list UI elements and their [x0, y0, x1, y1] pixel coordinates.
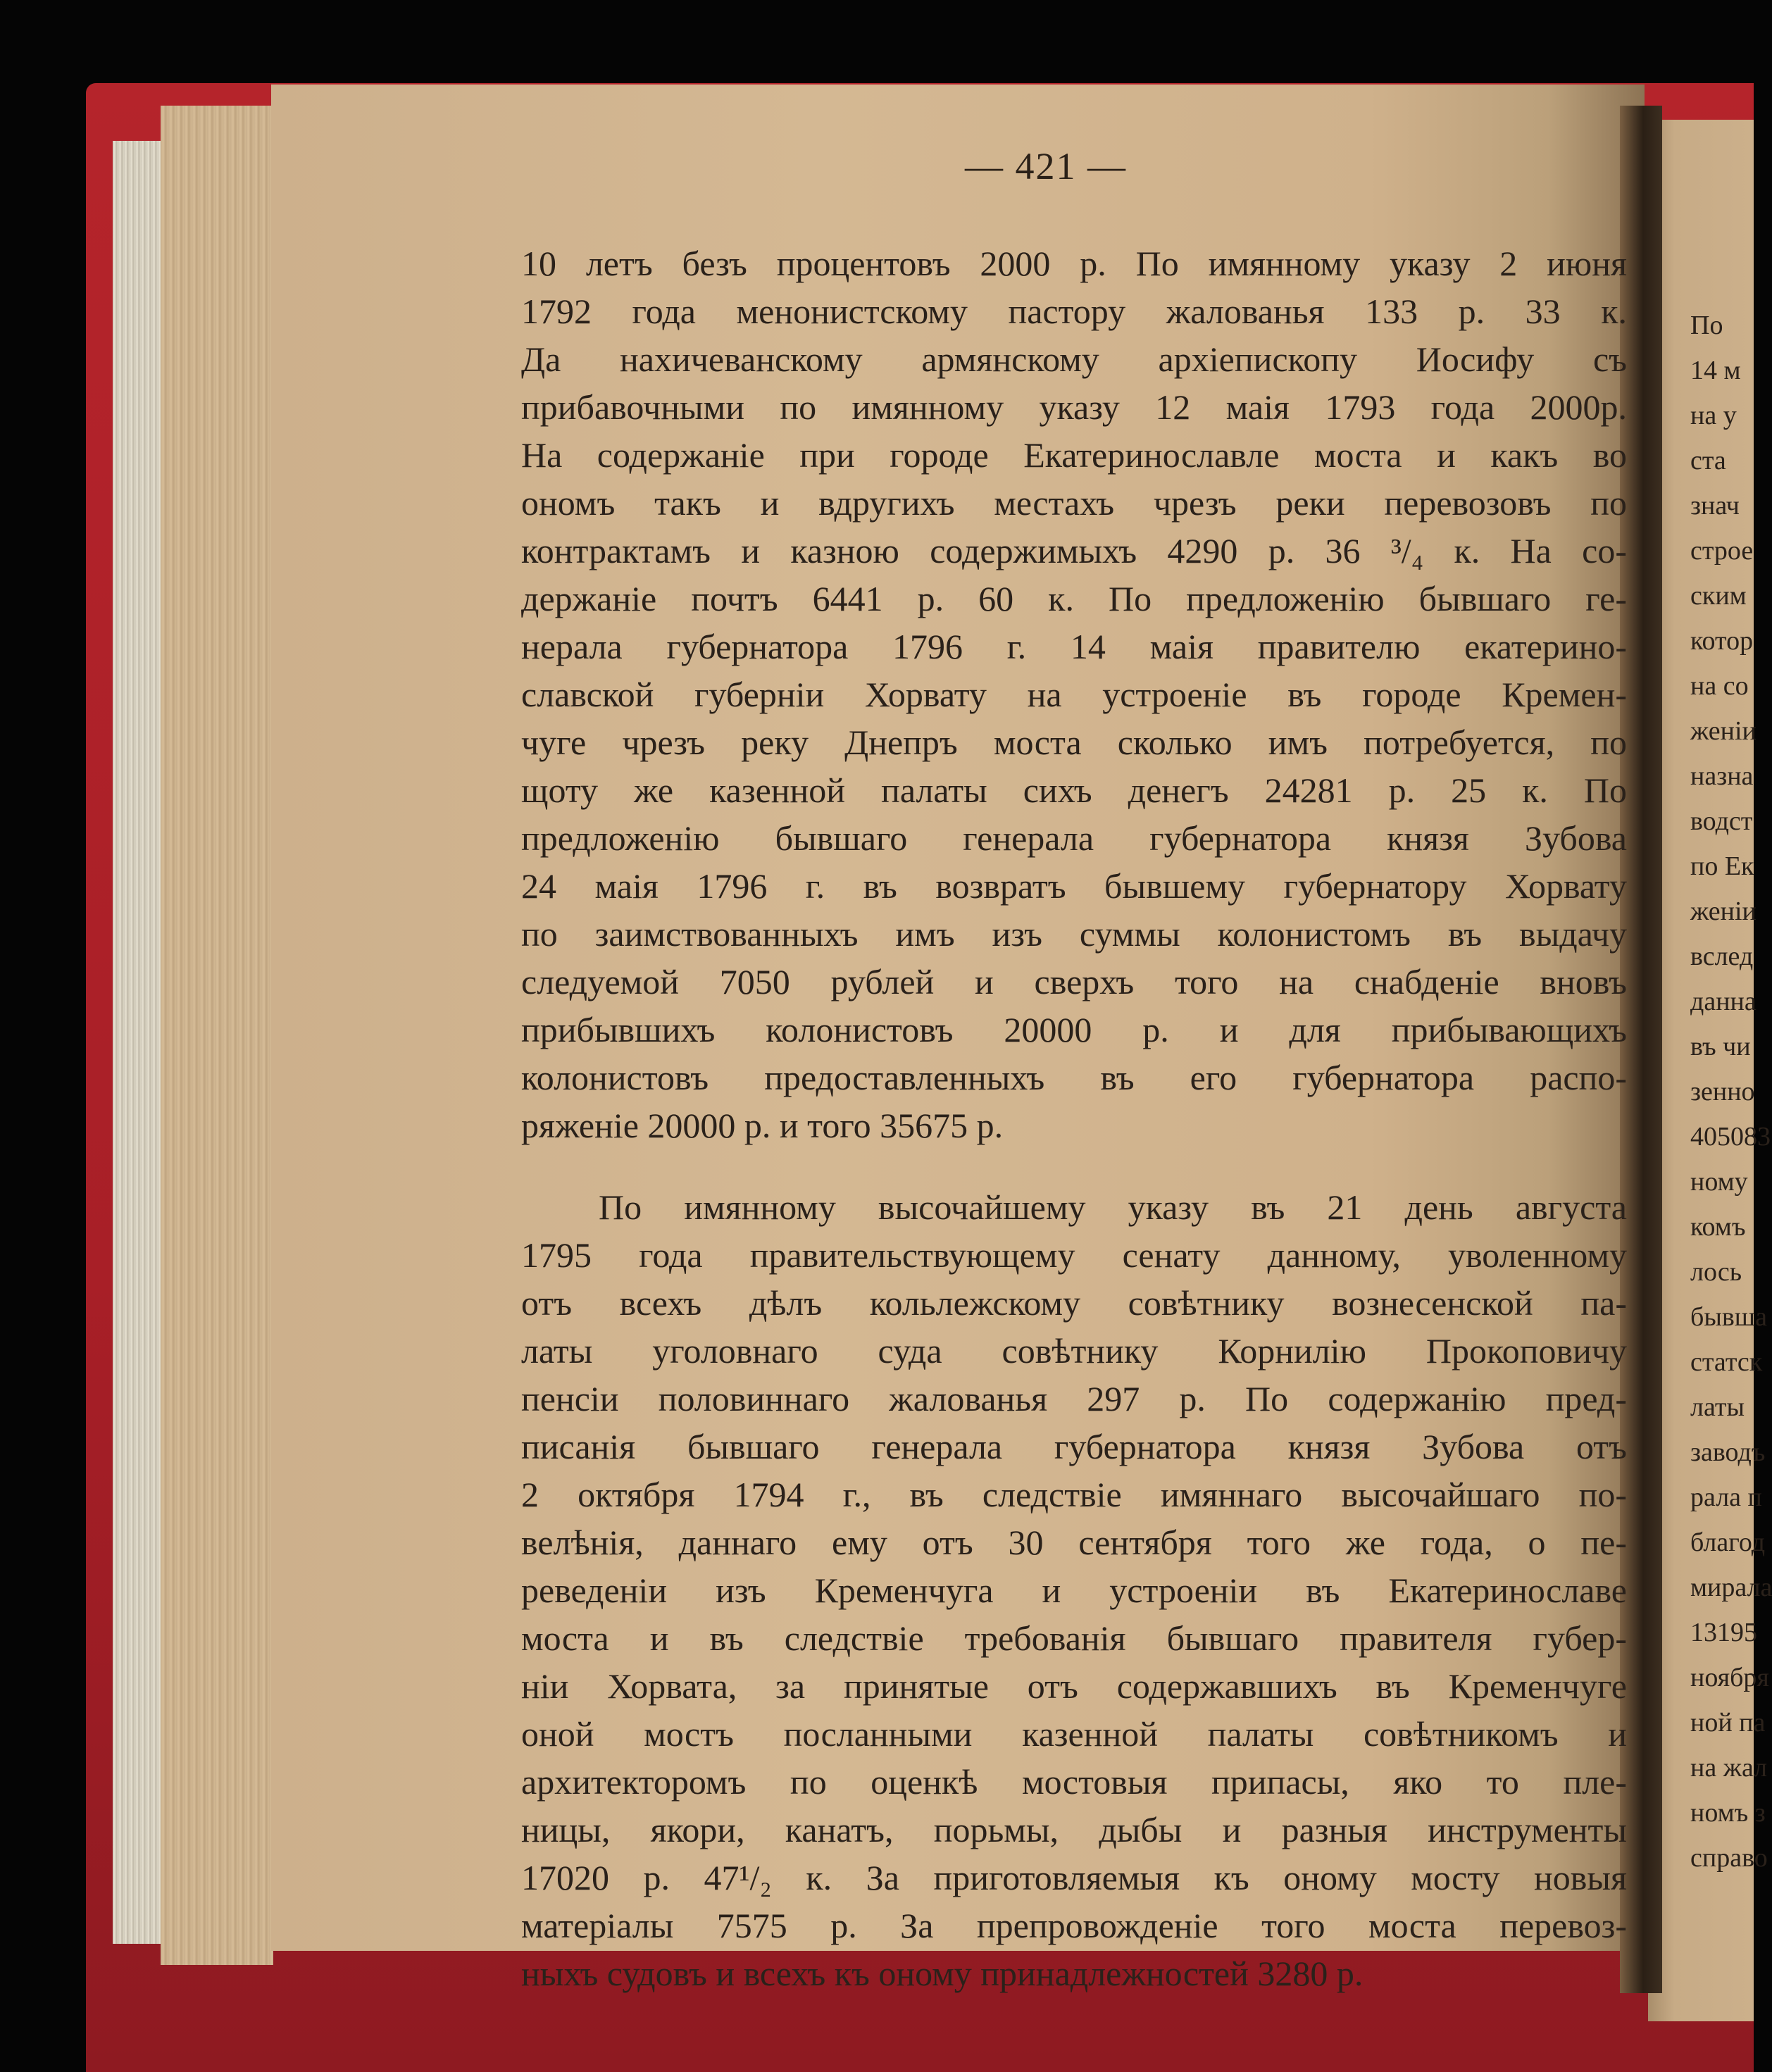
right-page-line: строе — [1690, 536, 1754, 566]
text-line: Да нахичеванскому армянскому архіепископу Иосифу съ — [521, 339, 1627, 379]
text-line: контрактамъ и казною содержимыхъ 4290 р. 36 ³/₄ к. На со- — [521, 531, 1627, 570]
right-page-line: бывша — [1690, 1302, 1767, 1332]
text-line: колонистовъ предоставленныхъ въ его губернатора распо- — [521, 1058, 1627, 1097]
right-page-line: 13195 — [1690, 1618, 1757, 1647]
right-page-line: 14 м — [1690, 356, 1741, 385]
text-line: следуемой 7050 рублей и сверхъ того на снабденіе вновъ — [521, 962, 1627, 1001]
text-line: чуге чрезъ реку Днепръ моста сколько имъ потребуется, по — [521, 723, 1627, 762]
text-line: ономъ такъ и вдругихъ местахъ чрезъ реки перевозовъ по — [521, 483, 1627, 523]
right-page-line: 405083 — [1690, 1122, 1771, 1152]
right-page-line: ноября — [1690, 1663, 1769, 1692]
right-page-line: въ чи — [1690, 1032, 1751, 1061]
text-line: На содержаніе при городе Екатеринославле моста и какъ во — [521, 435, 1627, 475]
page-edges — [113, 141, 162, 1944]
right-page-line: зенно — [1690, 1077, 1755, 1106]
text-line: ніи Хорвата, за принятые отъ содержавшихъ въ Кременчуге — [521, 1666, 1627, 1706]
text-line: славской губерніи Хорвату на устроеніе въ городе Кремен- — [521, 675, 1627, 714]
text-line: латы уголовнаго суда совѣтнику Корнилію Прокоповичу — [521, 1331, 1627, 1371]
right-page-line: мирала — [1690, 1573, 1772, 1602]
text-line: нерала губернатора 1796 г. 14 маія правителю екатерино- — [521, 627, 1627, 666]
text-line: предложенію бывшаго генерала губернатора князя Зубова — [521, 818, 1627, 858]
text-line: 1795 года правительствующему сенату данному, уволенному — [521, 1235, 1627, 1275]
text-line: по заимствованныхъ имъ изъ суммы колонистомъ въ выдачу — [521, 914, 1627, 954]
text-line: 10 летъ безъ процентовъ 2000 р. По имянному указу 2 июня — [521, 244, 1627, 283]
text-line: велѣнія, даннаго ему отъ 30 сентября того же года, о пе- — [521, 1523, 1627, 1562]
page-stack — [161, 106, 273, 1965]
right-page-line: ским — [1690, 581, 1747, 611]
right-page-line: комъ — [1690, 1212, 1746, 1242]
text-line: 1792 года менонистскому пастору жалованья 133 р. 33 к. — [521, 292, 1627, 331]
right-page-line: лось — [1690, 1257, 1742, 1287]
right-page-line: ному — [1690, 1167, 1748, 1197]
right-page-line: котор — [1690, 626, 1754, 656]
right-page-line: благод — [1690, 1528, 1766, 1557]
right-page-line: номъ з — [1690, 1798, 1766, 1828]
right-page-line: на у — [1690, 401, 1737, 430]
text-line: щоту же казенной палаты сихъ денегъ 24281 р. 25 к. По — [521, 770, 1627, 810]
text-line: ныхъ судовъ и всехъ къ оному принадлежностей 3280 р. — [521, 1954, 1364, 1993]
paragraph — [521, 239, 1627, 1149]
paragraph — [521, 1183, 1627, 1997]
right-page-line: ста — [1690, 446, 1726, 475]
text-line: 24 маія 1796 г. въ возвратъ бывшему губернатору Хорвату — [521, 866, 1627, 906]
text-line: прибавочными по имянному указу 12 маія 1793 года 2000р. — [521, 387, 1627, 427]
text-line: архитекторомъ по оценкѣ мостовыя припасы, яко то пле- — [521, 1762, 1627, 1802]
text-line: 2 октября 1794 г., въ следствіе имяннаго высочайшаго по- — [521, 1475, 1627, 1514]
right-page-text — [1690, 303, 1772, 1880]
right-page-line: знач — [1690, 491, 1740, 520]
right-page-line: латы — [1690, 1392, 1745, 1422]
text-line: ницы, якори, канатъ, порьмы, дыбы и разныя инструменты — [521, 1810, 1627, 1849]
right-page-line: по Ек — [1690, 851, 1754, 881]
right-page-line: ной па — [1690, 1708, 1766, 1737]
right-page-line: водст — [1690, 806, 1753, 836]
right-page-line: вслед — [1690, 942, 1754, 971]
text-line: моста и въ следствіе требованія бывшаго правителя губер- — [521, 1618, 1627, 1658]
right-page-line: женіи — [1690, 897, 1757, 926]
right-page-line: статск — [1690, 1347, 1763, 1377]
right-page-line: заводъ — [1690, 1437, 1766, 1467]
text-line: 17020 р. 47¹/₂ к. За приготовляемыя къ оному мосту новыя — [521, 1858, 1627, 1897]
paragraph-gap — [521, 1149, 1627, 1183]
text-line: держаніе почтъ 6441 р. 60 к. По предложенію бывшаго ге- — [521, 579, 1627, 618]
text-line: писанія бывшаго генерала губернатора князя Зубова отъ — [521, 1427, 1627, 1466]
right-page-line: справо — [1690, 1843, 1768, 1873]
text-line: прибывшихъ колонистовъ 20000 р. и для прибывающихъ — [521, 1010, 1627, 1049]
right-page-line: рала п — [1690, 1483, 1762, 1512]
right-page-line: женіи — [1690, 716, 1757, 746]
text-line: оной мостъ посланными казенной палаты совѣтникомъ и — [521, 1714, 1627, 1754]
right-page-line: данна — [1690, 987, 1757, 1016]
page-body-text — [521, 239, 1627, 1997]
page-number: — 421 — — [965, 145, 1127, 187]
text-line: По имянному высочайшему указу въ 21 день августа — [599, 1187, 1627, 1227]
text-line: пенсіи половиннаго жалованья 297 р. По содержанію пред- — [521, 1379, 1627, 1418]
right-page-line: По — [1690, 311, 1723, 340]
text-line: ряженіе 20000 р. и того 35675 р. — [521, 1106, 1004, 1145]
right-page-line: назна — [1690, 761, 1754, 791]
text-line: отъ всехъ дѣлъ кольлежскому совѣтнику вознесенской па- — [521, 1283, 1627, 1323]
text-line: матеріалы 7575 р. За препровожденіе того моста перевоз- — [521, 1906, 1627, 1945]
text-line: реведеніи изъ Кременчуга и устроеніи въ Екатеринославе — [521, 1571, 1627, 1610]
right-page-line: на со — [1690, 671, 1749, 701]
right-page-line: на жал — [1690, 1753, 1768, 1783]
